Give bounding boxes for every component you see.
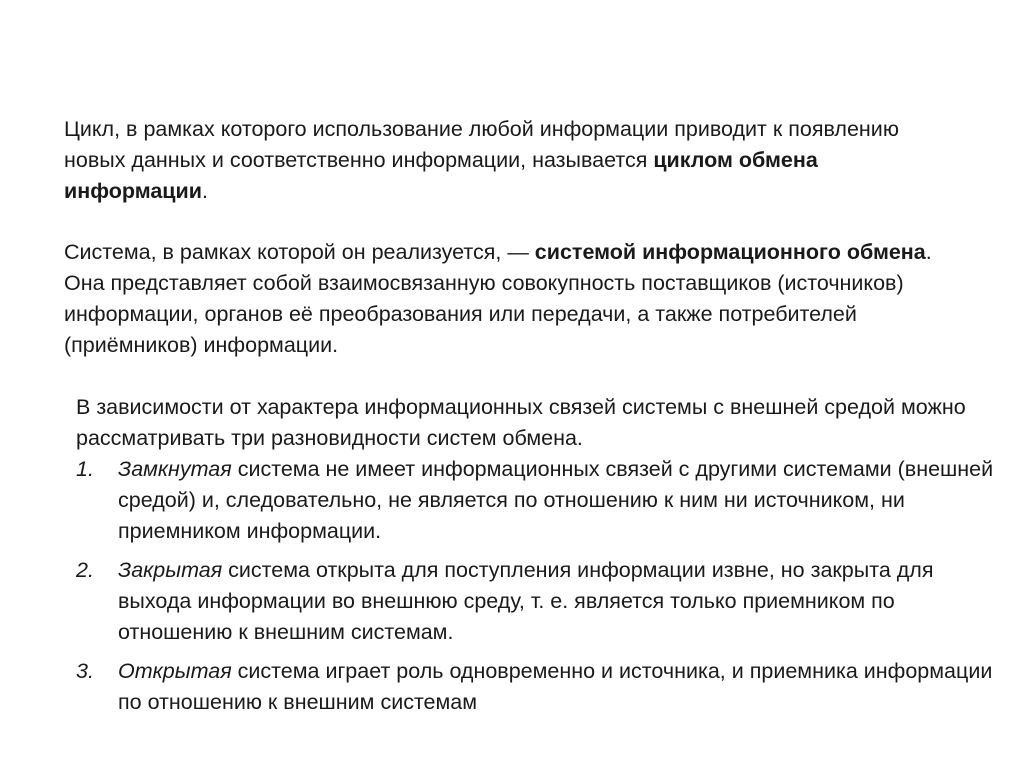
list-item <box>76 656 996 718</box>
paragraph-exchange-system <box>64 237 964 361</box>
paragraph-system-types-intro: В зависимости от характера информационных связей системы с внешней средой можно рассматривать три разновидности систем обмена. <box>76 395 966 450</box>
paragraph-text: Система, в рамках которой он реализуется, — <box>64 240 535 264</box>
list-item <box>76 454 996 547</box>
paragraph-text: . <box>201 179 208 203</box>
list-number: 2. <box>76 558 94 582</box>
list-item-text: система открыта для поступления информации извне, но закрыта для выхода информации во внешнюю среду, т. е. является только приемником по отношению к внешним системам. <box>118 558 934 644</box>
term-closed-system: Замкнутая <box>118 457 232 481</box>
list-item-text: система не имеет информационных связей с другими системами (внешней средой) и, следовательно, не является по отношению к ним ни источником, ни приемником информации. <box>118 457 994 543</box>
system-types-list <box>76 454 996 726</box>
term-exchange-cycle: циклом обмена информации <box>64 148 818 203</box>
list-item <box>76 555 996 648</box>
paragraph-exchange-cycle <box>64 114 964 207</box>
paragraph-text: . Она представляет собой взаимосвязанную совокупность поставщиков (источников) информации, органов её преобразования или передачи, а также потребителей (приёмников) информации. <box>64 240 932 357</box>
term-semi-closed-system: Закрытая <box>118 558 223 582</box>
list-item-text: система играет роль одновременно и источника, и приемника информации по отношению к внешним системам <box>118 659 993 714</box>
term-open-system: Открытая <box>118 659 232 683</box>
paragraph-text: Цикл, в рамках которого использование любой информации приводит к появлению новых данных и соответственно информации, называется <box>64 117 899 172</box>
list-number: 1. <box>76 457 94 481</box>
list-number: 3. <box>76 659 94 683</box>
term-exchange-system: системой информационного обмена <box>534 240 926 264</box>
